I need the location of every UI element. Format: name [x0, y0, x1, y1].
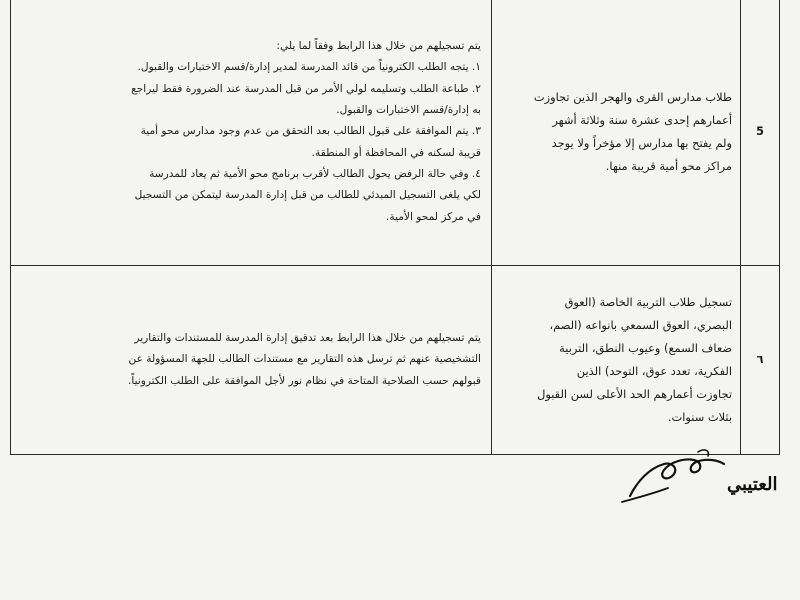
procedure-line: قبولهم حسب الصلاحية المتاحة في نظام نور لأجل الموافقة على الطلب الكترونياً.	[127, 374, 481, 387]
row-description	[492, 0, 741, 266]
procedure-line: ٢. طباعة الطلب وتسليمه لولي الأمر من قبل المدرسة عند الضرورة فقط ليراجع	[131, 82, 481, 95]
table-row-6	[11, 266, 780, 455]
procedure-line: يتم تسجيلهم من خلال هذا الرابط وفقاً لما يلي:	[276, 39, 481, 52]
table-row-5	[11, 0, 780, 266]
procedure-line: في مركز لمحو الأمية.	[386, 210, 481, 223]
signature-name: العتيبي	[727, 474, 778, 495]
procedures-table	[10, 0, 780, 455]
procedure-line: به إدارة/قسم الاختبارات والقبول.	[336, 103, 481, 116]
description-line: البصري، العوق السمعي بانواعه (الصم،	[549, 317, 732, 332]
description-line: تجاوزت أعمارهم الحد الأعلى لسن القبول	[537, 387, 732, 402]
procedure-line: التشخيصية عنهم ثم ترسل هذه التقارير مع مستندات الطالب للجهة المسؤولة عن	[128, 353, 481, 366]
description-line: ولم يفتح بها مدارس إلا مؤخراً ولا يوجد	[551, 136, 732, 150]
procedure-line: يتم تسجيلهم من خلال هذا الرابط بعد تدقيق إدارة المدرسة للمستندات والتقارير	[134, 331, 481, 344]
procedure-line: ٣. يتم الموافقة على قبول الطالب بعد التحقق من عدم وجود مدارس محو أمية	[140, 125, 481, 138]
description-line: مراكز محو أمية قريبة منها.	[605, 159, 732, 174]
procedure-line: قريبة لسكنه في المحافظة أو المنطقة.	[311, 146, 481, 159]
description-line: أعمارهم إحدى عشرة سنة وثلاثة أشهر	[552, 112, 732, 127]
description-line: الفكرية، تعدد عوق، التوحد) الذين	[576, 364, 732, 378]
description-line: طلاب مدارس القرى والهجر الذين تجاوزت	[533, 89, 732, 104]
row-procedure	[11, 266, 492, 455]
procedure-line: ٤. وفي حالة الرفض يحول الطالب لأقرب برنامج محو الأمية ثم يعاد للمدرسة	[149, 168, 481, 181]
description-line: تسجيل طلاب التربية الخاصة (العوق	[564, 294, 732, 309]
procedure-line: ١. يتجه الطلب الكترونياً من قائد المدرسة لمدير إدارة/قسم الاختبارات والقبول.	[137, 61, 481, 74]
row-procedure	[11, 0, 492, 266]
procedure-line: لكي يلغى التسجيل المبدئي للطالب من قبل إدارة المدرسة ليتمكن من التسجيل	[134, 189, 481, 202]
row-number: ٦	[741, 266, 780, 455]
row-number: 5	[741, 0, 780, 266]
description-line: ضعاف السمع) وعيوب النطق، التربية	[559, 340, 732, 355]
description-line: بثلاث سنوات.	[667, 410, 732, 425]
row-description	[492, 266, 741, 455]
